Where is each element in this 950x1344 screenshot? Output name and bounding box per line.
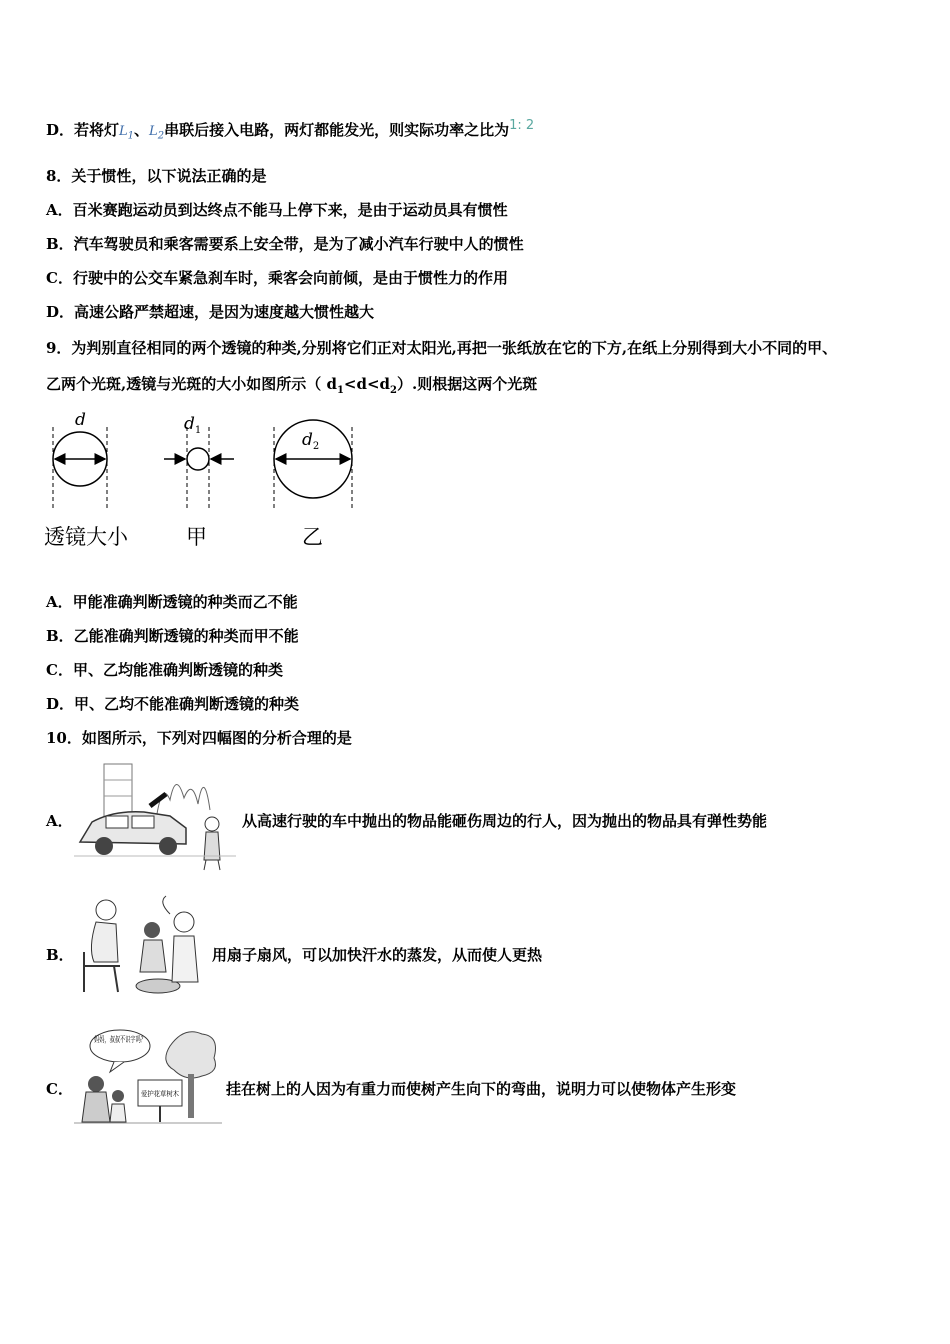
- q9-option-c: C．甲、乙均能准确判断透镜的种类: [46, 661, 283, 679]
- fan-illustration: [74, 892, 208, 1000]
- q8-option-c: C．行驶中的公交车紧急刹车时，乘客会向前倾，是由于惯性力的作用: [46, 269, 508, 287]
- q10-option-a-text: 从高速行驶的车中抛出的物品能砸伤周边的行人，因为抛出的物品具有弹性势能: [242, 812, 768, 830]
- q8-option-a: A．百米赛跑运动员到达终点不能马上停下来，是由于运动员具有惯性: [46, 201, 508, 219]
- q10-option-b-text: 用扇子扇风，可以加快汗水的蒸发，从而使人更热: [212, 946, 543, 964]
- q10-option-b-label: B．: [46, 946, 74, 964]
- speech-bubble-text: 妈妈，叔叔不识字吗？: [94, 1035, 174, 1044]
- q7-separator: 、: [134, 121, 150, 139]
- svg-text:d2: $d_2$: [302, 430, 320, 452]
- l1-symbol: $L_1$: [119, 124, 135, 142]
- q9-stem-line1: 9．为判别直径相同的两个透镜的种类,分别将它们正对太阳光,再把一张纸放在它的下方,在纸上分别得到大小不同的甲、: [46, 339, 838, 357]
- q8-option-d: D．高速公路严禁超速，是因为速度越大惯性越大: [46, 303, 375, 321]
- label-jia: 甲: [186, 525, 207, 549]
- q10-option-c-label: C．: [46, 1080, 73, 1098]
- sign-text: 爱护花草树木: [141, 1090, 183, 1098]
- q8-option-b: B．汽车驾驶员和乘客需要系上安全带，是为了减小汽车行驶中人的惯性: [46, 235, 524, 253]
- q10-stem: 10．如图所示，下列对四幅图的分析合理的是: [46, 729, 352, 747]
- spot-jia: [164, 414, 234, 510]
- ratio-value: 1: 2: [509, 118, 535, 133]
- q7-d-prefix: D．若将灯: [46, 121, 120, 139]
- q9-stem-line2: 乙两个光斑,透镜与光斑的大小如图所示（ $d_1<d<d_2$）.则根据这两个光斑: [46, 375, 538, 396]
- label-lens-size: 透镜大小: [44, 525, 128, 549]
- q8-stem: 8．关于惯性，以下说法正确的是: [46, 167, 267, 185]
- q9-option-d: D．甲、乙均不能准确判断透镜的种类: [46, 695, 300, 713]
- label-yi: 乙: [302, 525, 323, 549]
- q7-option-d: [46, 116, 534, 147]
- q9-option-b: B．乙能准确判断透镜的种类而甲不能: [46, 627, 299, 645]
- car-throwing-illustration: [74, 760, 236, 872]
- l2-symbol: $L_2$: [149, 124, 165, 142]
- q10-option-a-label: A．: [46, 812, 73, 830]
- svg-text:d: d: [75, 410, 86, 430]
- lens-circle: [53, 410, 107, 510]
- svg-text:d1: $d_1$: [184, 414, 202, 436]
- q10-option-c-text: 挂在树上的人因为有重力而使树产生向下的弯曲，说明力可以使物体产生形变: [226, 1080, 737, 1098]
- q9-option-a: A．甲能准确判断透镜的种类而乙不能: [46, 593, 298, 611]
- tree-sign-illustration: [74, 1026, 222, 1126]
- spot-yi: [274, 420, 352, 510]
- lens-diagram: [40, 405, 370, 555]
- q7-d-suffix: 串联后接入电路，两灯都能发光，则实际功率之比为: [164, 121, 510, 139]
